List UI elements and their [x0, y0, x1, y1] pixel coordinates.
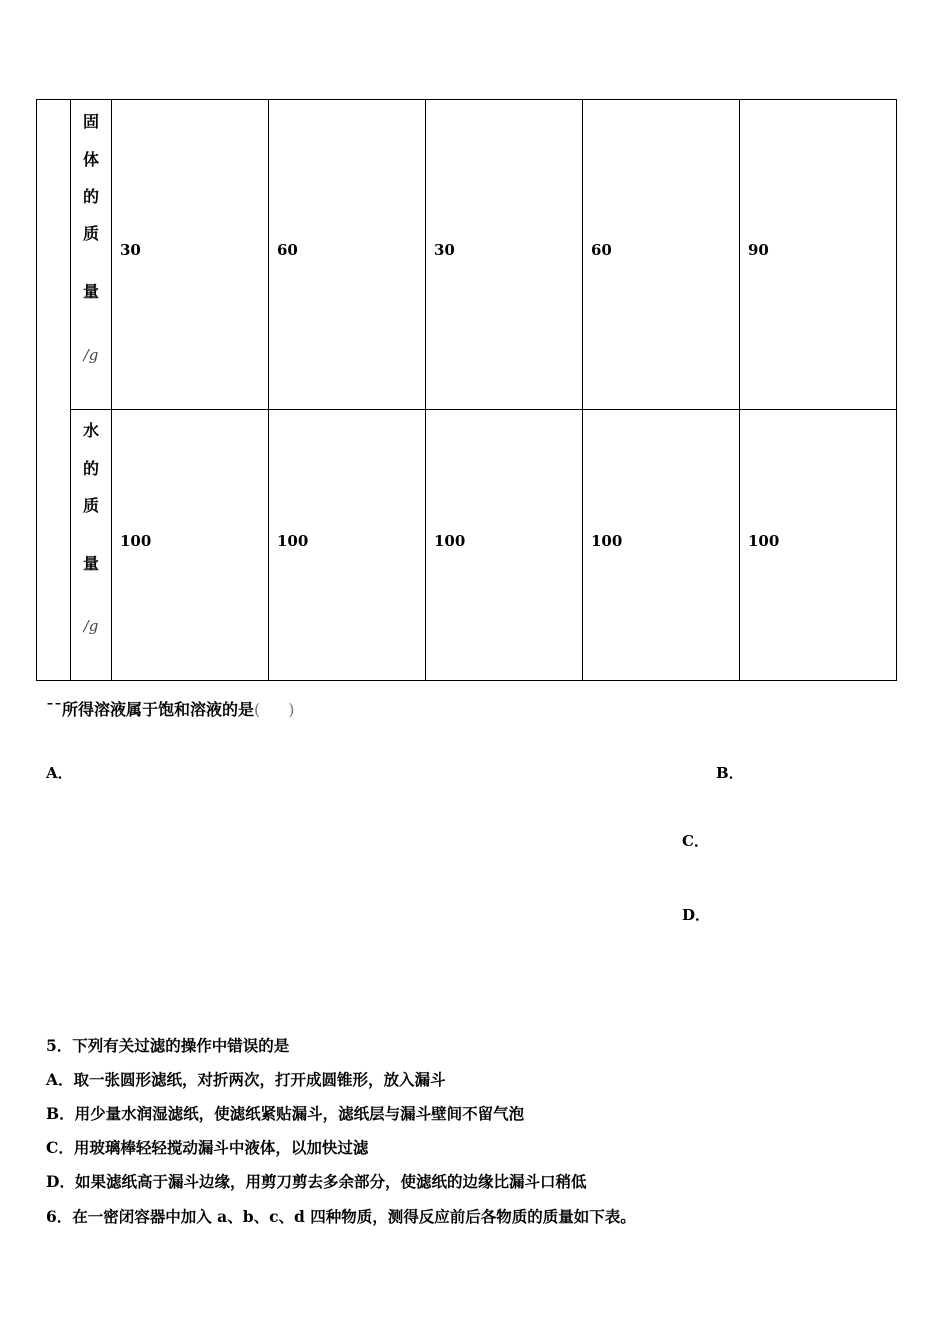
question5-stem: 5．下列有关过滤的操作中错误的是 [46, 1036, 290, 1055]
row-label-solid-mass [71, 100, 111, 409]
table-divider [582, 100, 583, 680]
row-label-water-mass [71, 409, 111, 681]
table-cell: 60 [591, 241, 612, 259]
table-cell: 100 [748, 532, 780, 550]
option-c: C． [682, 832, 709, 850]
label-char: 质 [82, 224, 99, 243]
label-char: 的 [82, 459, 99, 478]
solubility-data-table [36, 99, 897, 681]
table-divider [111, 100, 112, 680]
table-cell: 30 [434, 241, 455, 259]
table-cell: 100 [120, 532, 152, 550]
table-cell: 100 [591, 532, 623, 550]
table-cell: 90 [748, 241, 769, 259]
table-divider [739, 100, 740, 680]
tail-mark: ¯¯ [46, 700, 62, 719]
label-char: 体 [82, 150, 99, 169]
table-cell: 100 [434, 532, 466, 550]
label-char: 的 [82, 187, 99, 206]
unit-label: /g [83, 617, 99, 635]
label-char: 量 [82, 554, 99, 573]
option-b: B． [716, 764, 744, 782]
label-char: 质 [82, 496, 99, 515]
question6-stem: 6．在一密闭容器中加入 a、b、c、d 四种物质，测得反应前后各物质的质量如下表。 [46, 1207, 636, 1226]
answer-paren-open: ( [254, 700, 261, 719]
question-text: 所得溶液属于饱和溶液的是 [62, 700, 255, 719]
table-cell: 100 [277, 532, 309, 550]
question5-option-d: D．如果滤纸高于漏斗边缘，用剪刀剪去多余部分，使滤纸的边缘比漏斗口稍低 [46, 1172, 587, 1191]
table-cell: 30 [120, 241, 141, 259]
question5-option-c: C．用玻璃棒轻轻搅动漏斗中液体，以加快过滤 [46, 1138, 369, 1157]
table-divider [268, 100, 269, 680]
unit-label: /g [83, 346, 99, 364]
question4-stem-tail [46, 697, 295, 720]
label-char: 固 [82, 112, 99, 131]
option-a: A． [46, 764, 73, 782]
question5-option-b: B．用少量水润湿滤纸，使滤纸紧贴漏斗，滤纸层与漏斗壁间不留气泡 [46, 1104, 525, 1123]
table-divider [70, 409, 896, 410]
question5-option-a: A．取一张圆形滤纸，对折两次，打开成圆锥形，放入漏斗 [46, 1070, 446, 1089]
answer-paren-close: ) [288, 700, 295, 719]
label-char: 水 [82, 421, 99, 440]
table-divider [425, 100, 426, 680]
table-cell: 60 [277, 241, 298, 259]
label-char: 量 [82, 282, 99, 301]
option-d: D． [682, 906, 711, 924]
